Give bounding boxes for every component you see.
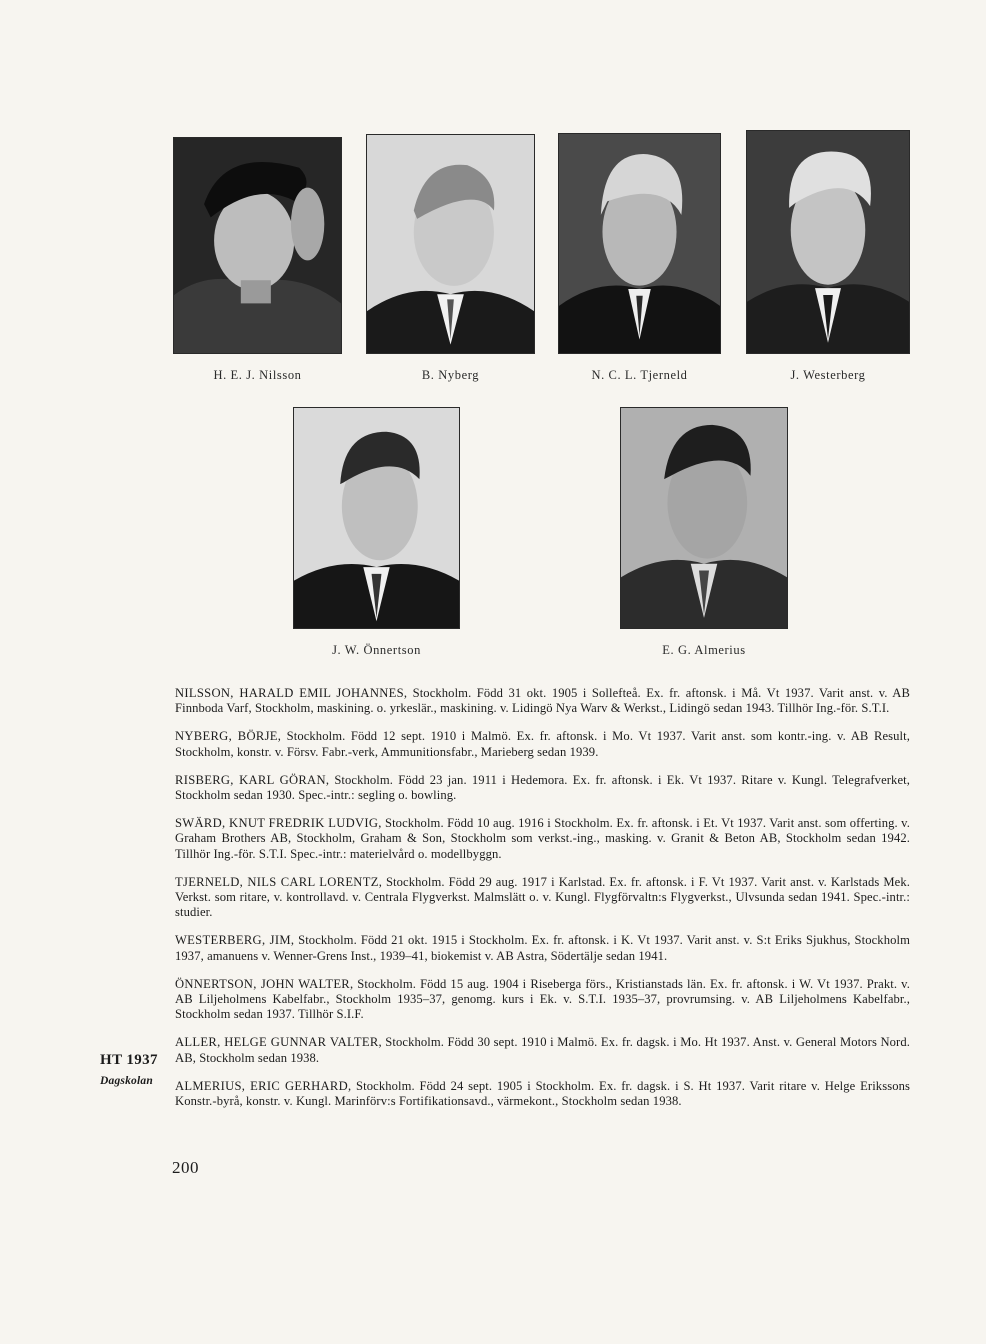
biography-entry [175,933,910,963]
portrait-photo [558,133,721,354]
entry-name: TJERNELD, NILS CARL LORENTZ [175,874,379,889]
section-school: Dagskolan [100,1075,153,1087]
biography-entry [175,977,910,1023]
portrait-caption: N. C. L. Tjerneld [591,368,688,382]
portrait-figure [621,408,787,628]
biography-entry [175,729,910,759]
portrait-figure [367,135,534,353]
portrait-figure [559,134,720,353]
biography-entry [175,773,910,803]
entry-text: , Stockholm. Född 10 aug. 1916 i Stockholm. Ex. fr. aftonsk. i Et. Vt 1937. Varit anst. som offerting. v. Graham Brothers AB, Stockholm, Graham & Son, Stockholm som verkst.-ing., masking. v. Granit & Beton AB, Stockholm sedan 1942. Tillhör Ing.-för. S.T.I. Spec.-intr.: materielvård o. modellbyggn. [175,816,911,861]
entry-text: , Stockholm. Född 24 sept. 1905 i Stockholm. Ex. fr. dagsk. i S. Ht 1937. Varit ritare v. Helge Erikssons Konstr.-byrå, konstr. v. Kungl. Marinförv:s Fortifikationsavd., värmekont., Stockholm sedan 1938. [175,1078,910,1109]
entry-name: RISBERG, KARL GÖRAN [175,772,326,787]
portrait-figure [747,131,909,353]
biography-list [175,686,910,1122]
portrait-photo [620,407,788,629]
portrait-photo [366,134,535,354]
entry-name: NILSSON, HARALD EMIL JOHANNES [175,686,404,700]
entry-name: ALLER, HELGE GUNNAR VALTER [175,1035,379,1050]
page-number: 200 [172,1158,199,1177]
entry-name: ÖNNERTSON, JOHN WALTER [175,976,351,991]
biography-entry [175,875,910,921]
portrait-figure [174,138,341,353]
biography-entry [175,686,910,716]
portrait-figure [294,408,459,628]
portrait-caption: B. Nyberg [421,368,480,382]
portrait-photo [293,407,460,629]
entry-name: SWÄRD, KNUT FREDRIK LUDVIG [175,816,379,831]
portrait-photo [173,137,342,354]
biography-entry [175,1079,910,1109]
entry-text: , Stockholm. Född 31 okt. 1905 i Sollefteå. Ex. fr. aftonsk. i Må. Vt 1937. Varit anst. v. AB Finnboda Varf, Stockholm, maskining. o. yrkeslär., maskining. v. Lidingö Nya Warv & Werkst., Lidingö sedan 1943. Tillhör Ing.-för. S.T.I. [175,686,910,716]
entry-name: ALMERIUS, ERIC GERHARD [175,1078,349,1093]
entry-name: NYBERG, BÖRJE [175,729,278,744]
entry-name: WESTERBERG, JIM [175,933,291,948]
entry-text: , Stockholm. Född 15 aug. 1904 i Riseberga förs., Kristianstads län. Ex. fr. aftonsk. i W. Vt 1937. Prakt. v. AB Liljeholmens Kabelfabr., Stockholm 1935–37, genomg. kurs i Ek. v. S.T.I. 1935–37, provrumsing. v. AB Liljeholmens Kabelfabr., Stockholm sedan 1937. Tillhör S.I.F. [175,976,910,1022]
entry-text: , Stockholm. Född 29 aug. 1917 i Karlstad. Ex. fr. aftonsk. i F. Vt 1937. Varit anst. v. Karlstads Mek. Verkst. som ritare, v. kontrollavd. v. Centrala Flygverkst. Malmslätt o. v. Kungl. Flygförvaltn:s Flygverkst., Ulvsunda sedan 1941. Spec.-intr.: studier. [175,874,910,920]
section-label [100,1052,170,1087]
entry-text: , Stockholm. Född 12 sept. 1910 i Malmö. Ex. fr. aftonsk. i Mo. Vt 1937. Varit anst. som kontr.-ing. v. AB Result, Stockholm, konstr. v. Försv. Fabr.-verk, Ammunitionsfabr., Marieberg sedan 1939. [175,729,911,759]
portrait-caption: J. Westerberg [790,368,866,382]
entry-text: , Stockholm. Född 23 jan. 1911 i Hedemora. Ex. fr. aftonsk. i Ek. Vt 1937. Ritare v. Kungl. Telegrafverket, Stockholm sedan 1930. Spec.-intr.: segling o. bowling. [175,772,910,803]
entry-text: , Stockholm. Född 30 sept. 1910 i Malmö. Ex. fr. dagsk. i Mo. Ht 1937. Anst. v. General Motors Nord. AB, Stockholm sedan 1938. [175,1035,910,1065]
biography-entry [175,816,910,862]
biography-entry [175,1035,910,1065]
portrait-caption: H. E. J. Nilsson [213,368,302,382]
section-term: HT 1937 [100,1052,158,1068]
entry-text: , Stockholm. Född 21 okt. 1915 i Stockholm. Ex. fr. aftonsk. i K. Vt 1937. Varit anst. v. S:t Eriks Sjukhus, Stockholm 1937, amanuens v. Wenner-Grens Inst., 1939–41, biokemist v. AB Astra, Södertälje sedan 1941. [175,933,910,963]
portrait-photo [746,130,910,354]
portrait-caption: J. W. Önnertson [332,643,421,657]
portrait-caption: E. G. Almerius [662,643,746,657]
